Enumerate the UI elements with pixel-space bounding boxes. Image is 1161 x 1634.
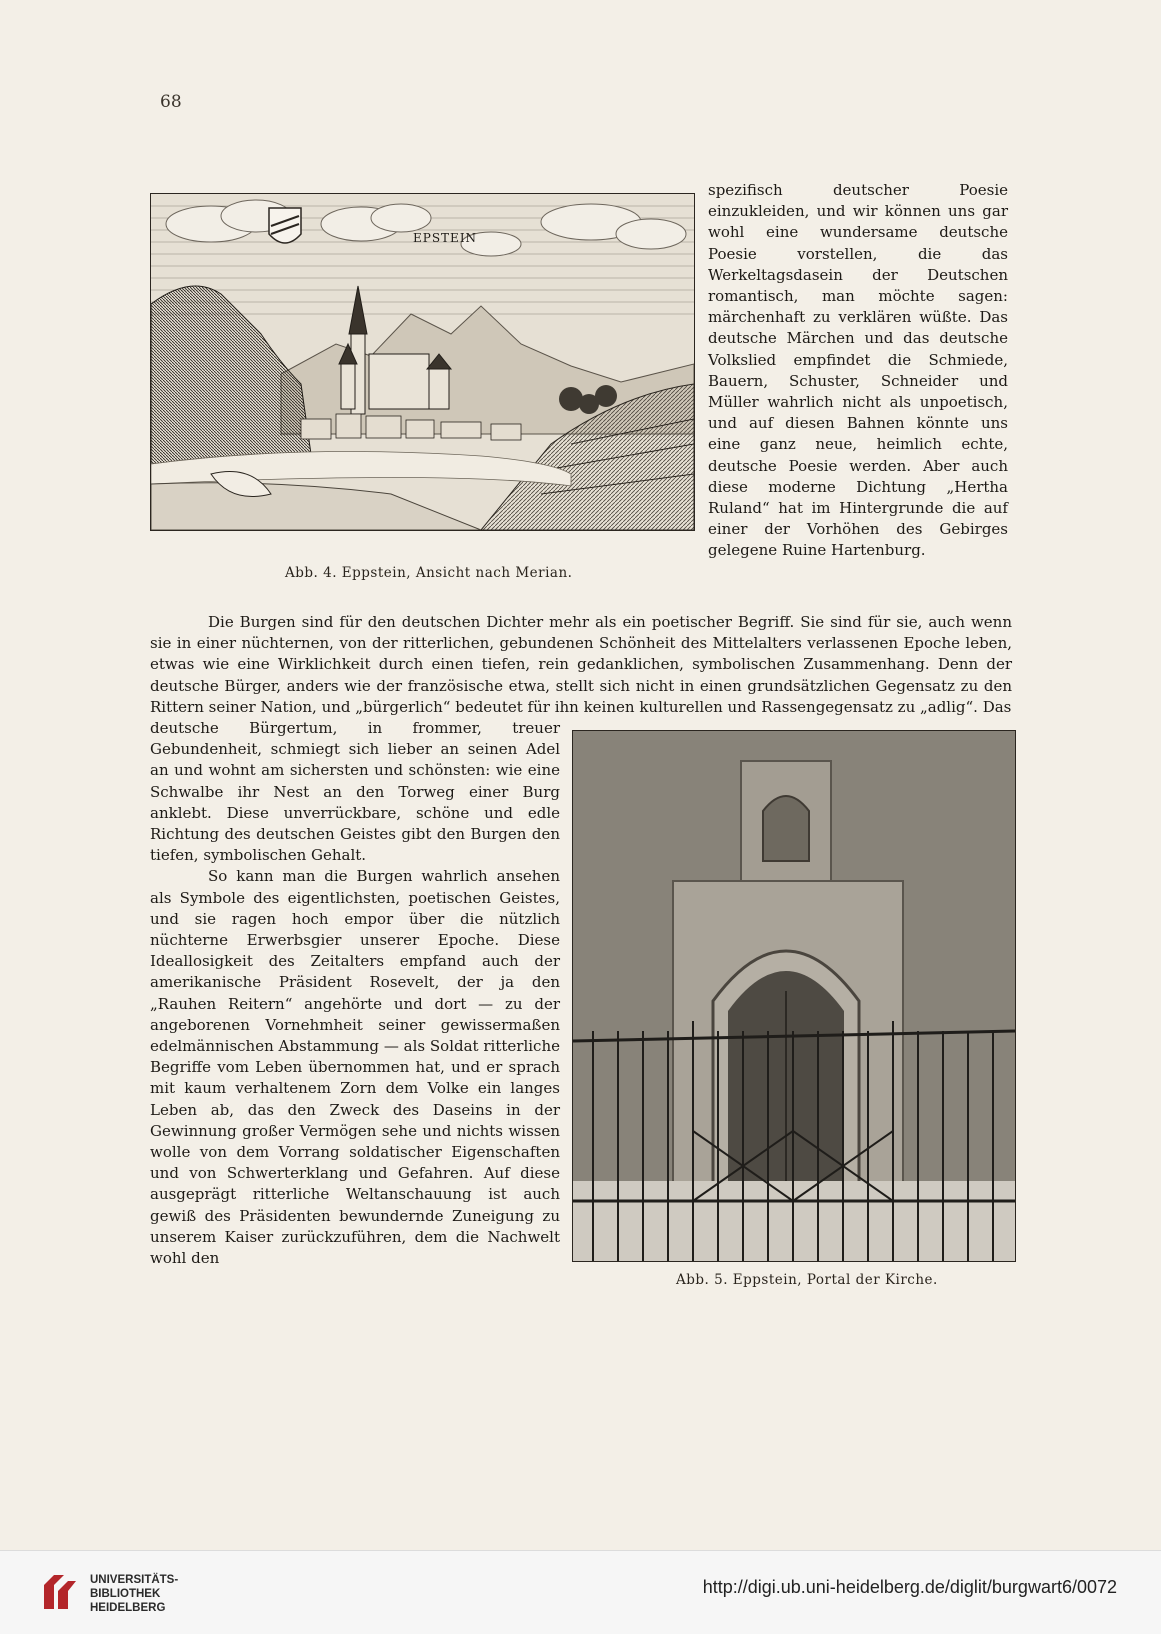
figure2-caption: Abb. 5. Eppstein, Portal der Kirche. [676, 1272, 938, 1288]
left-column-paragraph-2: So kann man die Burgen wahrlich ansehen als Symbole des eigentlichsten, poetischen Geistes, und sie ragen hoch empor über die nützlich nüchterne Erwerbsgier unserer Epoche. Diese Ideallosigkeit des Zeitalters empfand auch der amerikanische Präsident Rosevelt, der ja den „Rauhen Reitern“ angehörte und dort — zu der angeborenen Vornehmheit seiner gewissermaßen edelmännischen Abstammung — als Soldat ritterliche Begriffe vom Leben übernommen hat, und er sprach mit kaum verhaltenem Zorn dem Volke ein langes Leben ab, das den Zweck des Daseins in der Gewinnung großer Vermögen sehe und nichts wissen wolle von dem Vorrang soldatischer Eigenschaften und von Schwerterklang und Gefahren. Auf diese ausgeprägt ritterliche Weltanschauung ist auch gewiß des Präsidenten bewundernde Zuneigung zu unserem Kaiser zurückzuführen, dem die Nachwelt wohl den [150, 867, 560, 1268]
right-column-paragraph: spezifisch deutscher Poesie einzukleiden, und wir können uns gar wohl eine wundersame deutsche Poesie vorstellen, die das Werkeltagsdasein der Deutschen romantisch, man möchte sagen: märchenhaft zu verklären wüßte. Das deutsche Märchen und das deutsche Volkslied empfindet die Schmiede, Bauern, Schuster, Schneider und Müller wahrlich nicht als unpoetisch, und auf diesen Bahnen könnte uns eine ganz neue, heimlich echte, deutsche Poesie werden. Aber auch diese moderne Dichtung „Hertha Ruland“ hat im Hintergrunde die auf einer der Vorhöhen des Gebirges gelegene Ruine Hartenburg. [708, 181, 1008, 560]
left-column-text [150, 718, 560, 1269]
portal-photo [573, 731, 1015, 1261]
figure1-caption: Abb. 4. Eppstein, Ansicht nach Merian. [285, 565, 573, 581]
left-column-paragraph-1: deutsche Bürgertum, in frommer, treuer Gebundenheit, schmiegt sich lieber an seinen Adel an und wohnt am sichersten und schönsten: wie eine Schwalbe ihr Nest an den Torweg einer Burg anklebt. Diese unverrückbare, schöne und edle Richtung des deutschen Geistes gibt den Burgen den tiefen, symbolischen Gehalt. [150, 719, 560, 865]
figure-eppstein-view [150, 193, 695, 531]
source-url-link[interactable]: http://digi.ub.uni-heidelberg.de/diglit/burgwart6/0072 [702, 1577, 1117, 1597]
full-width-paragraph: Die Burgen sind für den deutschen Dichter mehr als ein poetischer Begriff. Sie sind für sie, auch wenn sie in einer nüchternen, von der ritterlichen, gebundenen Schönheit des Mittelalters verlassenen Epoche leben, etwas wie eine Wirklichkeit durch einen tiefen, rein gedanklichen, symbolischen Zusammenhang. Denn der deutsche Bürger, anders wie der französische etwa, stellt sich nicht in einen grundsätzlichen Gegensatz zu den Rittern seiner Nation, und „bürgerlich“ bedeutet für ihn keinen kulturellen und Rassengegensatz zu „adlig“. Das [150, 613, 1012, 716]
figure1-label: EPSTEIN [413, 231, 478, 245]
page-number: 68 [160, 92, 182, 112]
full-width-text [150, 612, 1012, 718]
right-column-text [708, 180, 1008, 562]
footer-bar [0, 1550, 1161, 1634]
library-logo-icon [40, 1571, 80, 1613]
library-name: UNIVERSITÄTS-BIBLIOTHEK HEIDELBERG [90, 1574, 179, 1614]
figure-church-portal [572, 730, 1016, 1262]
